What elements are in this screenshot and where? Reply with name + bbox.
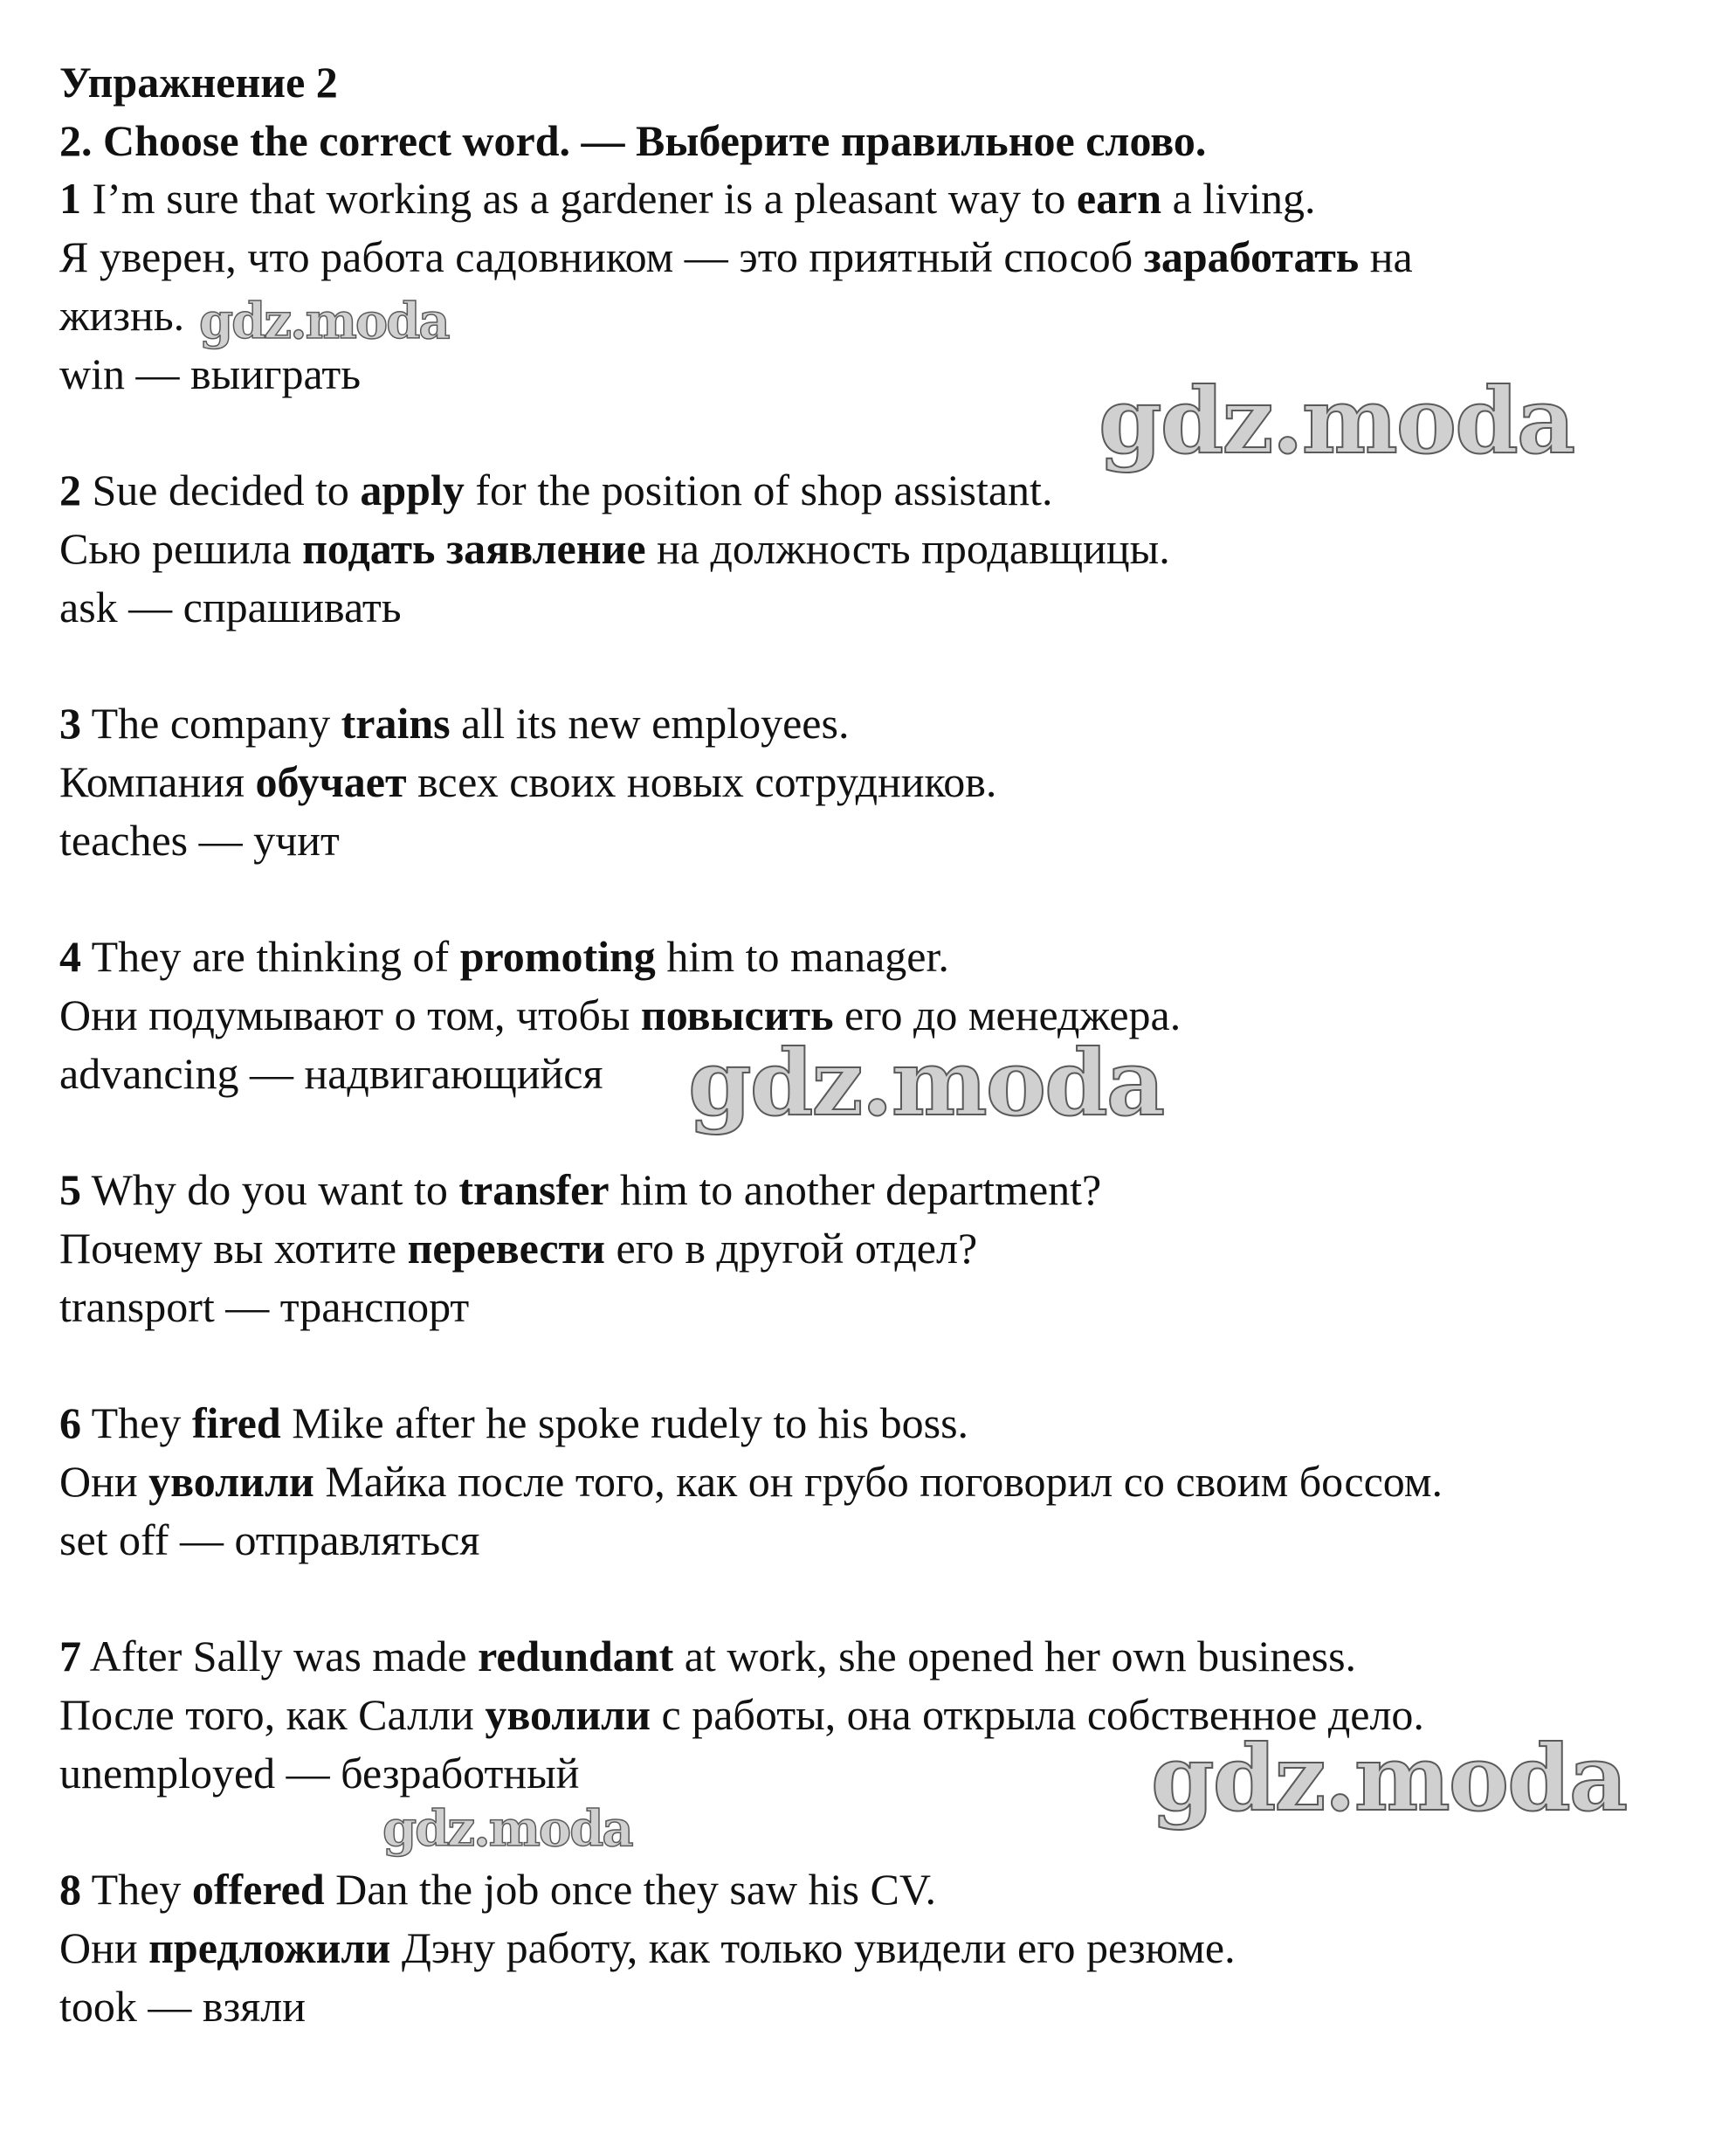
item-8-russian: Они предложили Дэну работу, как только увидели его резюме. — [59, 1923, 1236, 1972]
item-6-russian: Они уволили Майка после того, как он грубо поговорил со своим боссом. — [59, 1457, 1443, 1506]
watermark-logo: gdz.moda — [382, 1800, 632, 1858]
item-1-russian: Я уверен, что работа садовником — это приятный способ заработать на — [59, 232, 1413, 281]
answer-word-ru: перевести — [407, 1224, 605, 1273]
item-8-alternative: took — взяли — [59, 1982, 306, 2031]
answer-word-ru: уволили — [485, 1690, 651, 1739]
answer-word: earn — [1076, 174, 1162, 223]
item-number: 2 — [59, 466, 81, 514]
item-4-english: 4 They are thinking of promoting him to manager. — [59, 932, 949, 981]
item-8-english: 8 They offered Dan the job once they saw his CV. — [59, 1865, 937, 1914]
answer-word: trains — [341, 699, 451, 748]
watermark-logo: gdz.moda — [1099, 367, 1574, 474]
item-number: 5 — [59, 1165, 81, 1214]
item-3-english: 3 The company trains all its new employees. — [59, 699, 850, 748]
item-6-alternative: set off — отправляться — [59, 1515, 480, 1564]
item-1-english: 1 I’m sure that working as a gardener is a pleasant way to earn a living. — [59, 174, 1316, 223]
item-5-english: 5 Why do you want to transfer him to another department? — [59, 1165, 1102, 1214]
watermark-logo: gdz.moda — [1151, 1724, 1627, 1832]
answer-word: apply — [360, 466, 465, 514]
answer-word-ru: повысить — [640, 990, 834, 1039]
item-7-english: 7 After Sally was made redundant at work, she opened her own business. — [59, 1632, 1357, 1680]
answer-word: offered — [191, 1865, 325, 1914]
item-number: 7 — [59, 1632, 81, 1680]
item-number: 6 — [59, 1398, 81, 1447]
item-5-alternative: transport — транспорт — [59, 1282, 470, 1331]
item-number: 8 — [59, 1865, 81, 1914]
answer-word: transfer — [458, 1165, 610, 1214]
item-6-english: 6 They fired Mike after he spoke rudely to his boss. — [59, 1398, 969, 1447]
item-2-alternative: ask — спрашивать — [59, 583, 402, 631]
answer-word-ru: заработать — [1143, 232, 1360, 281]
item-4-alternative: advancing — надвигающийся — [59, 1049, 603, 1098]
watermark-logo: gdz.moda — [199, 293, 449, 350]
item-number: 1 — [59, 174, 81, 223]
watermark-logo: gdz.moda — [688, 1029, 1164, 1136]
item-1-alternative: win — выиграть — [59, 349, 362, 398]
item-number: 4 — [59, 932, 81, 981]
item-number: 3 — [59, 699, 81, 748]
item-7-russian: После того, как Салли уволили с работы, она открыла собственное дело. — [59, 1690, 1424, 1739]
answer-word: promoting — [459, 932, 656, 981]
answer-word: redundant — [478, 1632, 674, 1680]
item-3-alternative: teaches — учит — [59, 816, 340, 865]
item-2-english: 2 Sue decided to apply for the position of shop assistant. — [59, 466, 1053, 514]
item-1-russian-cont: жизнь. — [59, 291, 185, 340]
item-3-russian: Компания обучает всех своих новых сотрудников. — [59, 757, 997, 806]
answer-word-ru: уволили — [148, 1457, 314, 1506]
item-5-russian: Почему вы хотите перевести его в другой отдел? — [59, 1224, 978, 1273]
exercise-title: Упражнение 2 — [59, 58, 338, 107]
answer-word-ru: подать заявление — [302, 524, 646, 573]
answer-word-ru: предложили — [148, 1923, 391, 1972]
item-7-alternative: unemployed — безработный — [59, 1749, 580, 1798]
item-2-russian: Сью решила подать заявление на должность продавщицы. — [59, 524, 1170, 573]
exercise-instruction: 2. Choose the correct word. — Выберите правильное слово. — [59, 116, 1207, 165]
answer-word-ru: обучает — [255, 757, 407, 806]
item-4-russian: Они подумывают о том, чтобы повысить его до менеджера. — [59, 990, 1181, 1039]
answer-word: fired — [191, 1398, 281, 1447]
